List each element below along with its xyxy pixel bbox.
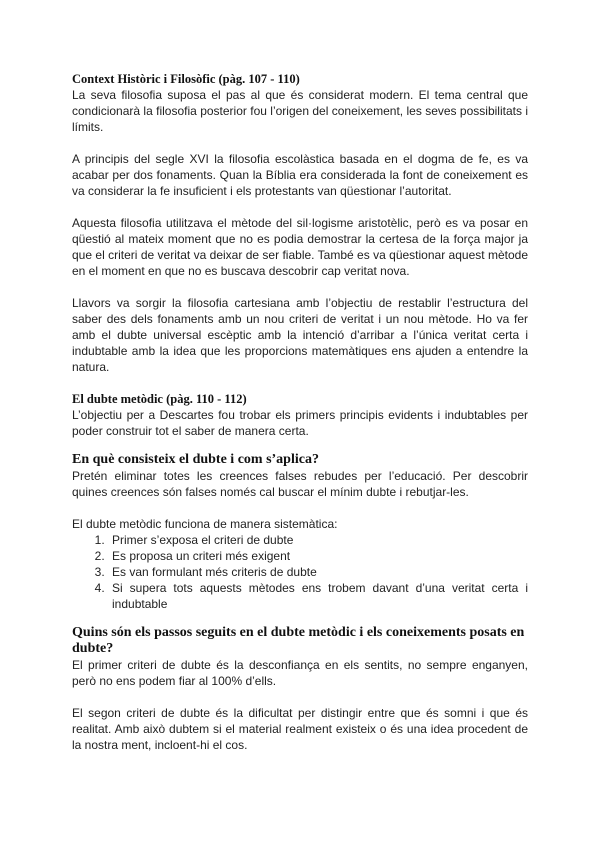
paragraph: Aquesta filosofia utilitzava el mètode del sil·logisme aristotèlic, però es va posar en qüestió al mateix moment que no es podia demostrar la certesa de la força major ja que el criteri de veritat va deixar de ser fiable. També es va qüestionar aquest mètode en el moment en que no es buscava descobrir cap veritat nova. [72,216,528,278]
spacer [72,500,528,516]
section-heading-consisteix: En què consisteix el dubte i com s’aplica? [72,452,319,467]
spacer [72,689,528,705]
section-heading-passos: Quins són els passos seguits en el dubte metòdic i els coneixements posats en dubte? [72,625,525,656]
paragraph: El primer criteri de dubte és la desconfiança en els sentits, no sempre enganyen, però no ens podem fiar al 100% d’ells. [72,658,528,688]
criteria-list [72,532,528,612]
section-heading-context: Context Històric i Filosòfic (pàg. 107 - 110) [72,72,300,86]
spacer [72,612,528,625]
paragraph: Pretén eliminar totes les creences falses rebudes per l’educació. Per descobrir quines creences són falses només cal buscar el mínim dubte i rebutjar-les. [72,469,528,499]
paragraph: L’objectiu per a Descartes fou trobar els primers principis evidents i indubtables per poder construir tot el saber de manera certa. [72,408,528,438]
paragraph: El segon criteri de dubte és la dificultat per distingir entre que és somni i que és realitat. Amb això dubtem si el material realment existeix o és una idea procedent de la nostra ment, incloent-hi el cos. [72,706,528,752]
list-item: 1. Primer s’exposa el criteri de dubte [108,532,528,548]
paragraph: La seva filosofia suposa el pas al que és considerat modern. El tema central que condicionarà la filosofia posterior fou l’origen del coneixement, les seves possibilitats i límits. [72,88,528,134]
section-heading-dubte-metodic: El dubte metòdic (pàg. 110 - 112) [72,392,247,406]
paragraph: A principis del segle XVI la filosofia escolàstica basada en el dogma de fe, es va acabar per dos fonaments. Quan la Bíblia era considerada la font de coneixement es va considerar la fe insuficient i els protestants van qüestionar l’autoritat. [72,152,528,198]
list-item: 4. Si supera tots aquests mètodes ens trobem davant d’una veritat certa i indubtable [108,580,528,612]
spacer [72,279,528,295]
spacer [72,199,528,215]
list-item: 3. Es van formulant més criteris de dubte [108,564,528,580]
paragraph: Llavors va sorgir la filosofia cartesiana amb l’objectiu de restablir l’estructura del saber des dels fonaments amb un nou criteri de veritat i un nou mètode. Ho va fer amb el dubte universal escèptic amb la intenció d’arribar a l’única veritat certa i indubtable amb la idea que les proporcions matemàtiques ens ajuden a entendre la natura. [72,296,528,374]
list-item: 2. Es proposa un criteri més exigent [108,548,528,564]
spacer [72,439,528,452]
spacer [72,135,528,151]
paragraph: El dubte metòdic funciona de manera sistemàtica: [72,517,338,531]
spacer [72,375,528,391]
